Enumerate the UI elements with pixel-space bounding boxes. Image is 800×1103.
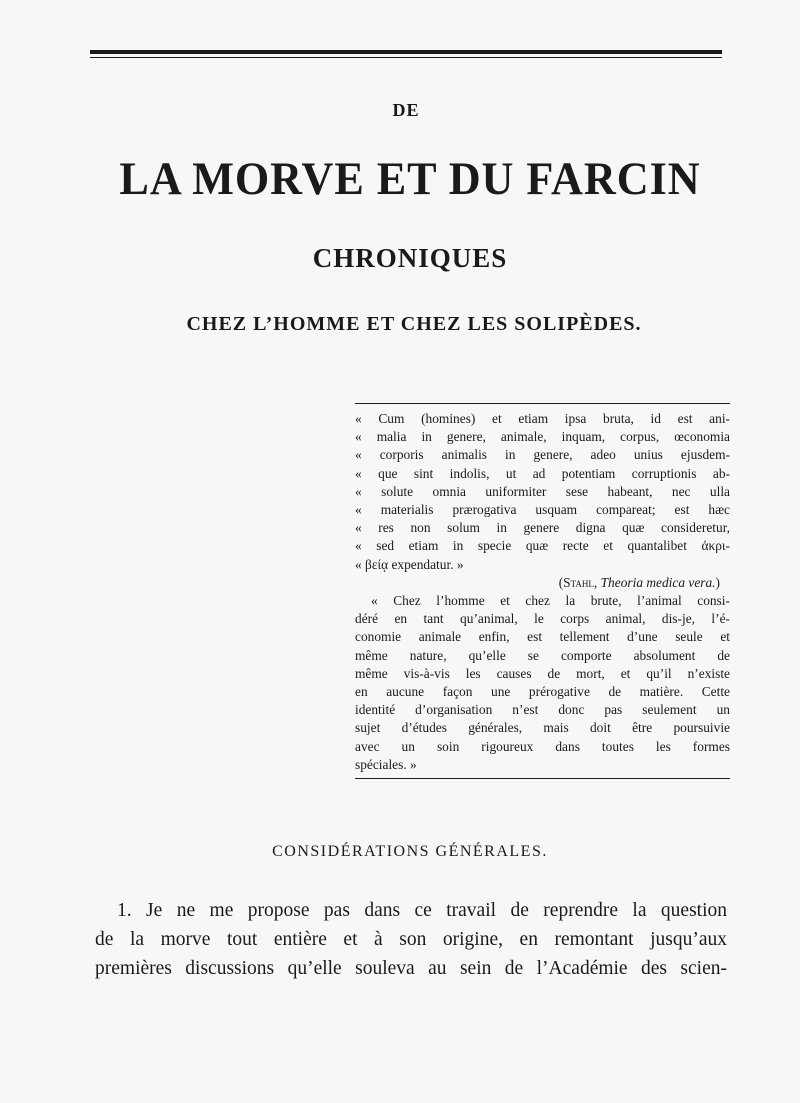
body-line: premières discussions qu’elle souleva au sein de l’Académie des scien-: [95, 958, 727, 979]
epigraph-line: « que sint indolis, ut ad potentiam corruptionis ab-: [355, 465, 730, 481]
attribution-author: Stahl: [563, 574, 594, 590]
epigraph-block: [355, 403, 730, 779]
body-line: 1. Je ne me propose pas dans ce travail de reprendre la question: [117, 900, 727, 921]
body-paragraph: [95, 896, 727, 983]
subtitle-chez-l-homme: CHEZ L’HOMME ET CHEZ LES SOLIPÈDES.: [186, 313, 642, 335]
epigraph-line: avec un soin rigoureux dans toutes les formes: [355, 738, 730, 754]
epigraph-line: spéciales. »: [355, 756, 417, 772]
epigraph-line: « βείᾳ expendatur. »: [355, 556, 464, 572]
top-thick-rule: [90, 50, 722, 54]
main-title: LA MORVE ET DU FARCIN: [119, 153, 701, 205]
epigraph-line: sujet d’études générales, mais doit être poursuivie: [355, 720, 730, 736]
epigraph-line: « materialis prærogativa usquam compareat; est hæc: [355, 502, 730, 518]
epigraph-line: « Cum (homines) et etiam ipsa bruta, id est ani-: [355, 411, 730, 426]
epigraph-line: « solute omnia uniformiter sese habeant, nec ulla: [355, 483, 730, 499]
epigraph-line: identité d’organisation n’est donc pas seulement un: [355, 702, 730, 718]
epigraph-line: « malia in genere, animale, inquam, corpus, œconomia: [355, 429, 730, 445]
epigraph-line: « sed etiam in specie quæ recte et quantalibet ἀκρι-: [355, 538, 730, 554]
epigraph-line: même nature, qu’elle se comporte absolument de: [355, 647, 730, 663]
attribution-work: Theoria medica vera.: [600, 574, 716, 590]
epigraph-line: « Chez l’homme et chez la brute, l’animal consi-: [371, 593, 730, 609]
epigraph-latin: [355, 410, 730, 574]
top-thin-rule: [90, 57, 722, 58]
epigraph-line: déré en tant qu’animal, le corps animal, dis-je, l’é-: [355, 611, 730, 627]
epigraph-line: « corporis animalis in genere, adeo unius ejusdem-: [355, 447, 730, 463]
subtitle-chroniques: CHRONIQUES: [312, 243, 508, 273]
epigraph-line: en aucune façon une prérogative de matière. Cette: [355, 684, 730, 700]
epigraph-line: conomie animale enfin, est tellement d’une seule et: [355, 629, 730, 645]
epigraph-attribution: (Stahl, Theoria medica vera.): [558, 574, 720, 590]
epigraph-line: « res non solum in genere digna quæ consideretur,: [355, 520, 730, 536]
epigraph-french: [355, 592, 730, 774]
heading-de: DE: [392, 100, 420, 120]
body-line: de la morve tout entière et à son origine, en remontant jusqu’aux: [95, 929, 727, 950]
section-title: CONSIDÉRATIONS GÉNÉRALES.: [272, 843, 548, 860]
epigraph-line: même vis-à-vis les causes de mort, et qu’il n’existe: [355, 665, 730, 681]
